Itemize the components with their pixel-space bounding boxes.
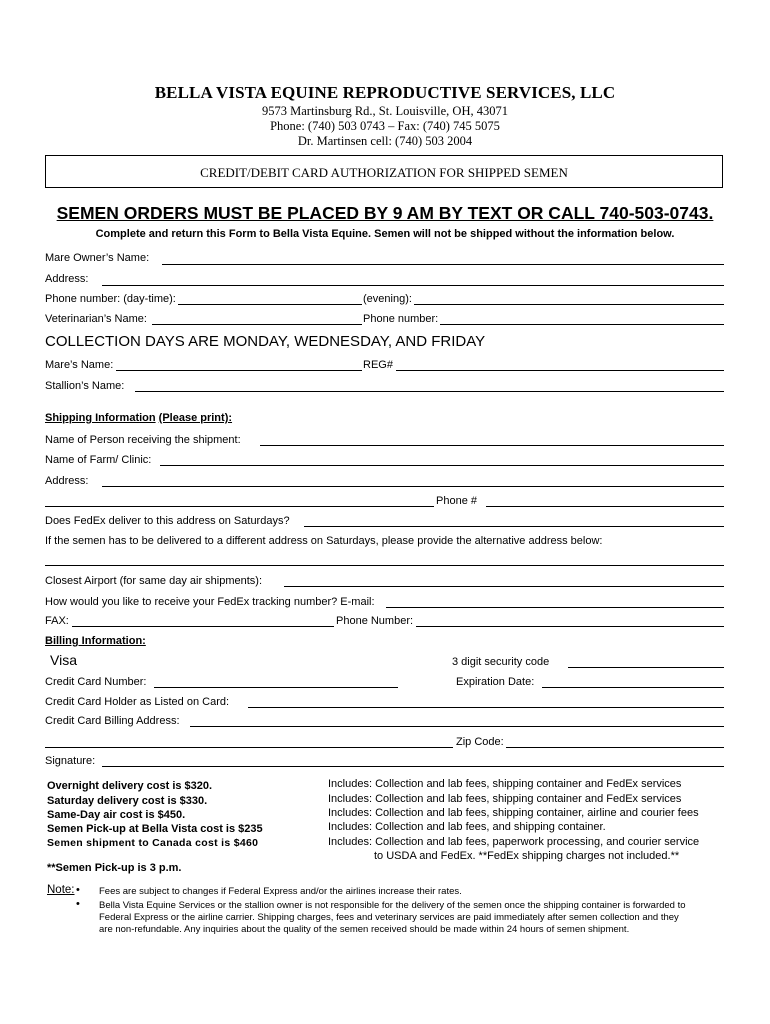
fax-label: FAX: xyxy=(45,615,69,627)
price-pickup: Semen Pick-up at Bella Vista cost is $235 xyxy=(47,823,263,835)
recipient-field[interactable] xyxy=(260,445,724,446)
zip-code-field[interactable] xyxy=(506,747,724,748)
shipping-heading xyxy=(45,412,232,424)
stallion-name-field[interactable] xyxy=(135,391,724,392)
card-number-field[interactable] xyxy=(154,687,398,688)
reg-label: REG# xyxy=(363,359,393,371)
billing-heading: Billing Information: xyxy=(45,635,146,647)
saturday-delivery-field[interactable] xyxy=(304,526,724,527)
recipient-label: Name of Person receiving the shipment: xyxy=(45,434,241,446)
farm-field[interactable] xyxy=(160,465,724,466)
tracking-email-label: How would you like to receive your FedEx tracking number? E-mail: xyxy=(45,596,375,608)
note-item: Fees are subject to changes if Federal Express and/or the airlines increase their rates. xyxy=(99,886,462,897)
bullet-icon: • xyxy=(76,898,80,910)
tracking-email-field[interactable] xyxy=(386,607,724,608)
company-name: BELLA VISTA EQUINE REPRODUCTIVE SERVICES, LLC xyxy=(154,83,616,102)
shipping-heading-text: Shipping Information xyxy=(45,412,156,424)
form-title: CREDIT/DEBIT CARD AUTHORIZATION FOR SHIPPED SEMEN xyxy=(45,155,723,188)
includes-canada-continued: to USDA and FedEx. **FedEx shipping charges not included.** xyxy=(374,850,680,862)
vet-name-label: Veterinarian’s Name: xyxy=(45,313,147,325)
includes-overnight: Includes: Collection and lab fees, shipping container and FedEx services xyxy=(328,778,682,790)
note-item: Bella Vista Equine Services or the stallion owner is not responsible for the delivery of the semen once the shipping container is forwarded to xyxy=(99,900,686,911)
shipping-phone-field[interactable] xyxy=(486,506,724,507)
security-code-label: 3 digit security code xyxy=(452,656,550,668)
vet-phone-label: Phone number: xyxy=(363,313,439,325)
owner-address-label: Address: xyxy=(45,273,89,285)
expiration-label: Expiration Date: xyxy=(456,676,535,688)
price-saturday: Saturday delivery cost is $330. xyxy=(47,795,208,807)
mare-name-label: Mare’s Name: xyxy=(45,359,114,371)
reg-field[interactable] xyxy=(396,370,724,371)
fax-phone-label: Phone Number: xyxy=(336,615,414,627)
shipping-heading-note: (Please print): xyxy=(158,412,233,424)
note-item-continued: Federal Express or the airline carrier. Shipping charges, fees and veterinary services are paid immediately after semen collection and they xyxy=(99,912,679,923)
mare-name-field[interactable] xyxy=(116,370,362,371)
saturday-delivery-label: Does FedEx deliver to this address on Saturdays? xyxy=(45,515,290,527)
price-same-day: Same-Day air cost is $450. xyxy=(47,809,186,821)
price-overnight: Overnight delivery cost is $320. xyxy=(47,780,213,792)
card-type-value[interactable]: Visa xyxy=(50,652,77,668)
security-code-field[interactable] xyxy=(568,667,724,668)
alt-address-instruction: If the semen has to be delivered to a different address on Saturdays, please provide the alternative address below: xyxy=(45,535,603,547)
farm-label: Name of Farm/ Clinic: xyxy=(45,454,152,466)
phone-day-field[interactable] xyxy=(178,304,362,305)
mare-owner-field[interactable] xyxy=(162,264,724,265)
billing-address-line2-field[interactable] xyxy=(45,747,453,748)
includes-canada: Includes: Collection and lab fees, paperwork processing, and courier service xyxy=(328,836,700,848)
bullet-icon: • xyxy=(76,884,80,896)
pickup-time-note: **Semen Pick-up is 3 p.m. xyxy=(47,862,182,874)
expiration-field[interactable] xyxy=(542,687,724,688)
billing-address-field[interactable] xyxy=(190,726,724,727)
airport-label: Closest Airport (for same day air shipments): xyxy=(45,575,263,587)
note-item-continued: are non-refundable. Any inquiries about the quality of the semen received should be made within 24 hours of semen shipment. xyxy=(99,924,630,935)
phone-evening-field[interactable] xyxy=(414,304,724,305)
company-cell: Dr. Martinsen cell: (740) 503 2004 xyxy=(297,134,473,148)
billing-address-label: Credit Card Billing Address: xyxy=(45,715,180,727)
collection-days-notice: COLLECTION DAYS ARE MONDAY, WEDNESDAY, AND FRIDAY xyxy=(45,333,486,350)
shipping-address-line2-field[interactable] xyxy=(45,506,434,507)
vet-name-field[interactable] xyxy=(152,324,362,325)
card-holder-label: Credit Card Holder as Listed on Card: xyxy=(45,696,230,708)
card-holder-field[interactable] xyxy=(248,707,724,708)
mare-owner-label: Mare Owner’s Name: xyxy=(45,252,150,264)
alt-address-field[interactable] xyxy=(45,565,724,566)
note-label: Note: xyxy=(47,884,75,896)
price-canada: Semen shipment to Canada cost is $460 xyxy=(47,837,259,849)
zip-code-label: Zip Code: xyxy=(456,736,504,748)
stallion-name-label: Stallion’s Name: xyxy=(45,380,125,392)
phone-day-label: Phone number: (day-time): xyxy=(45,293,176,305)
shipping-address-label: Address: xyxy=(45,475,89,487)
airport-field[interactable] xyxy=(284,586,724,587)
phone-evening-label: (evening): xyxy=(363,293,412,305)
fax-field[interactable] xyxy=(72,626,334,627)
company-address: 9573 Martinsburg Rd., St. Louisville, OH, 43071 xyxy=(262,104,508,118)
instructions-subheadline: Complete and return this Form to Bella Vista Equine. Semen will not be shipped without the information below. xyxy=(95,228,675,240)
shipping-phone-label: Phone # xyxy=(436,495,477,507)
fax-phone-field[interactable] xyxy=(416,626,724,627)
company-phone-fax: Phone: (740) 503 0743 – Fax: (740) 745 5075 xyxy=(270,119,500,133)
includes-same-day: Includes: Collection and lab fees, shipping container, airline and courier fees xyxy=(328,807,699,819)
shipping-address-field[interactable] xyxy=(102,486,724,487)
signature-field[interactable] xyxy=(102,766,724,767)
owner-address-field[interactable] xyxy=(102,285,724,286)
order-deadline-headline: SEMEN ORDERS MUST BE PLACED BY 9 AM BY TEXT OR CALL 740-503-0743. xyxy=(56,203,714,223)
signature-label: Signature: xyxy=(45,755,96,767)
includes-saturday: Includes: Collection and lab fees, shipping container and FedEx services xyxy=(328,793,682,805)
card-number-label: Credit Card Number: xyxy=(45,676,147,688)
includes-pickup: Includes: Collection and lab fees, and shipping container. xyxy=(328,821,606,833)
vet-phone-field[interactable] xyxy=(440,324,724,325)
